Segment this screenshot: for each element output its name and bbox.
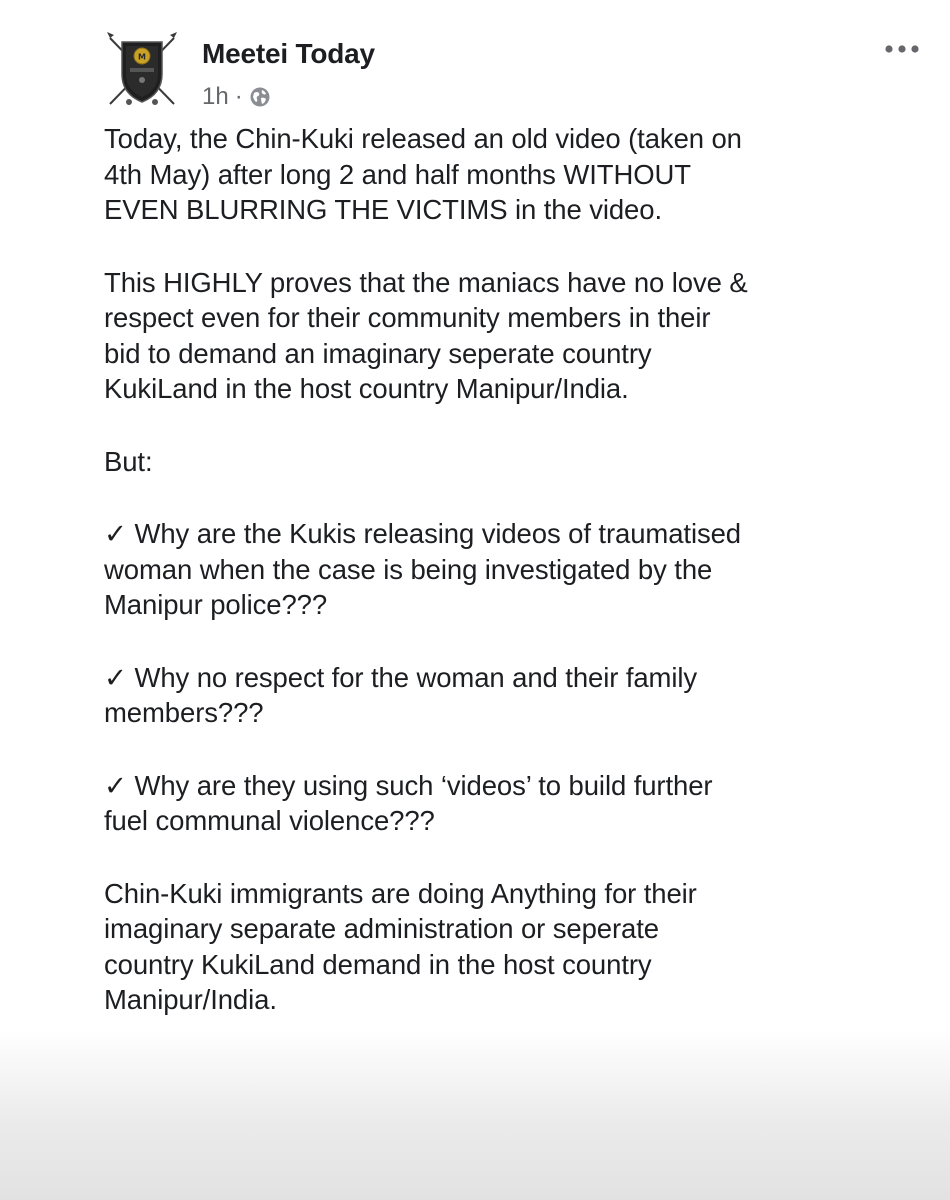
page-name[interactable]: Meetei Today — [202, 38, 375, 69]
post-paragraph: ✓ Why are the Kukis releasing videos of traumatised woman when the case is being investigated by the Manipur police??? — [104, 518, 741, 620]
post-paragraph: Today, the Chin-Kuki released an old video (taken on 4th May) after long 2 and half months WITHOUT EVEN BLURRING THE VICTIMS in the video. — [104, 123, 742, 225]
post-timestamp[interactable]: 1h — [202, 83, 229, 110]
post-paragraph: ✓ Why are they using such ‘videos’ to build further fuel communal violence??? — [104, 769, 713, 836]
post-message — [104, 121, 864, 1055]
post-paragraph: This HIGHLY proves that the maniacs have no love & respect even for their community members in their bid to demand an imaginary seperate country KukiLand in the host country Manipur/India. — [104, 266, 748, 404]
post-paragraph: Chin-Kuki immigrants are doing Anything for their imaginary separate administration or seperate country KukiLand demand in the host country Manipur/India. — [104, 877, 697, 1015]
post-paragraph: But: — [104, 445, 153, 477]
post-meta — [202, 83, 271, 111]
page-avatar[interactable] — [104, 30, 180, 110]
globe-icon[interactable] — [249, 86, 271, 108]
svg-text:M: M — [138, 52, 146, 62]
more-options-icon[interactable] — [880, 34, 924, 64]
shield-logo-icon — [104, 30, 180, 110]
post-paragraph: ✓ Why no respect for the woman and their family members??? — [104, 661, 698, 728]
meta-separator: · — [234, 83, 243, 110]
post-header — [104, 30, 924, 115]
